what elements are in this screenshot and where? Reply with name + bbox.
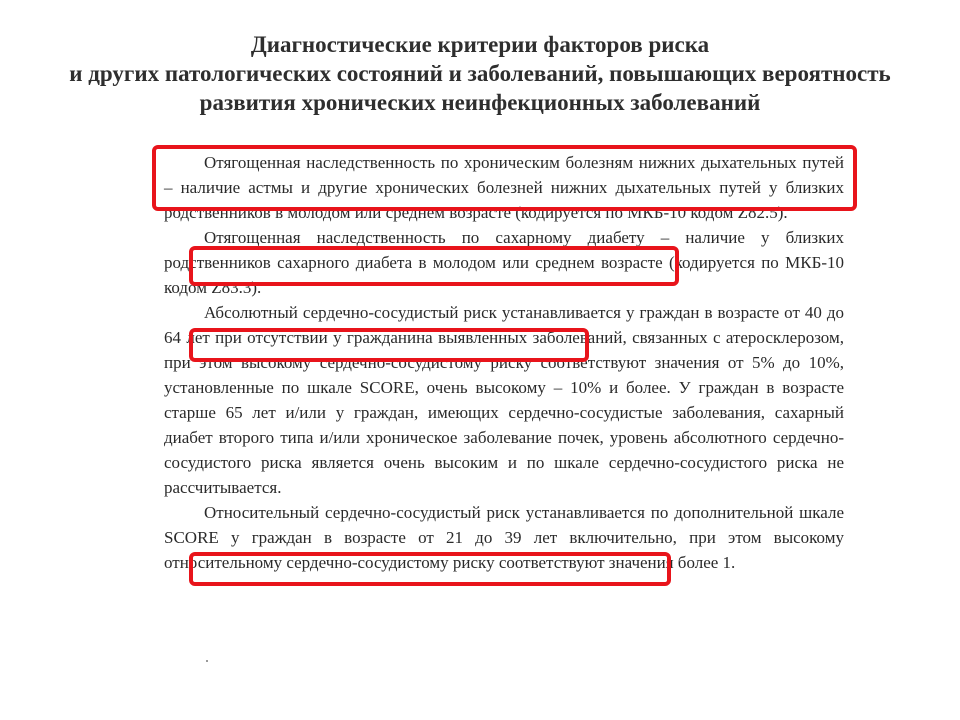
paragraph-diabetes-heredity: Отягощенная наследственность по сахарному диабету – наличие у близких родственников сахарного диабета в молодом или среднем возрасте (кодируется по МКБ-10 кодом Z83.3).	[164, 228, 844, 297]
paragraph-absolute-cv-risk: Абсолютный сердечно-сосудистый риск устанавливается у граждан в возрасте от 40 до 64 лет при отсутствии у гражданина выявленных заболеваний, связанных с атеросклерозом, при этом высокому сердечно-сосудистому риску соответствуют значения от 5% до 10%, установленные по шкале SCORE, очень высокому – 10% и более. У граждан в возрасте старше 65 лет и/или у граждан, имеющих сердечно-сосудистые заболевания, сахарный диабет второго типа и/или хроническое заболевание почек, уровень абсолютного сердечно-сосудистого риска является очень высоким и по шкале сердечно-сосудистого риска не рассчитывается.	[164, 303, 844, 497]
paragraph-respiratory-heredity: Отягощенная наследственность по хроническим болезням нижних дыхательных путей – наличие астмы и другие хронических болезней нижних дыхательных путей у близких родственников в молодом или среднем возрасте (кодируется по МКБ-10 кодом Z82.5).	[164, 153, 844, 222]
title-line-2: и других патологических состояний и заболеваний, повышающих вероятность	[69, 61, 891, 86]
paragraph-relative-cv-risk: Относительный сердечно-сосудистый риск устанавливается по дополнительной шкале SCORE у граждан в возрасте от 21 до 39 лет включительно, при этом высокому относительному сердечно-сосудистому риску соответствуют значения более 1.	[164, 503, 844, 572]
document-body	[164, 150, 844, 575]
title-line-3: развития хронических неинфекционных заболеваний	[199, 90, 761, 115]
slide-title	[40, 30, 920, 117]
scan-speck	[206, 660, 208, 662]
title-line-1: Диагностические критерии факторов риска	[250, 32, 710, 57]
